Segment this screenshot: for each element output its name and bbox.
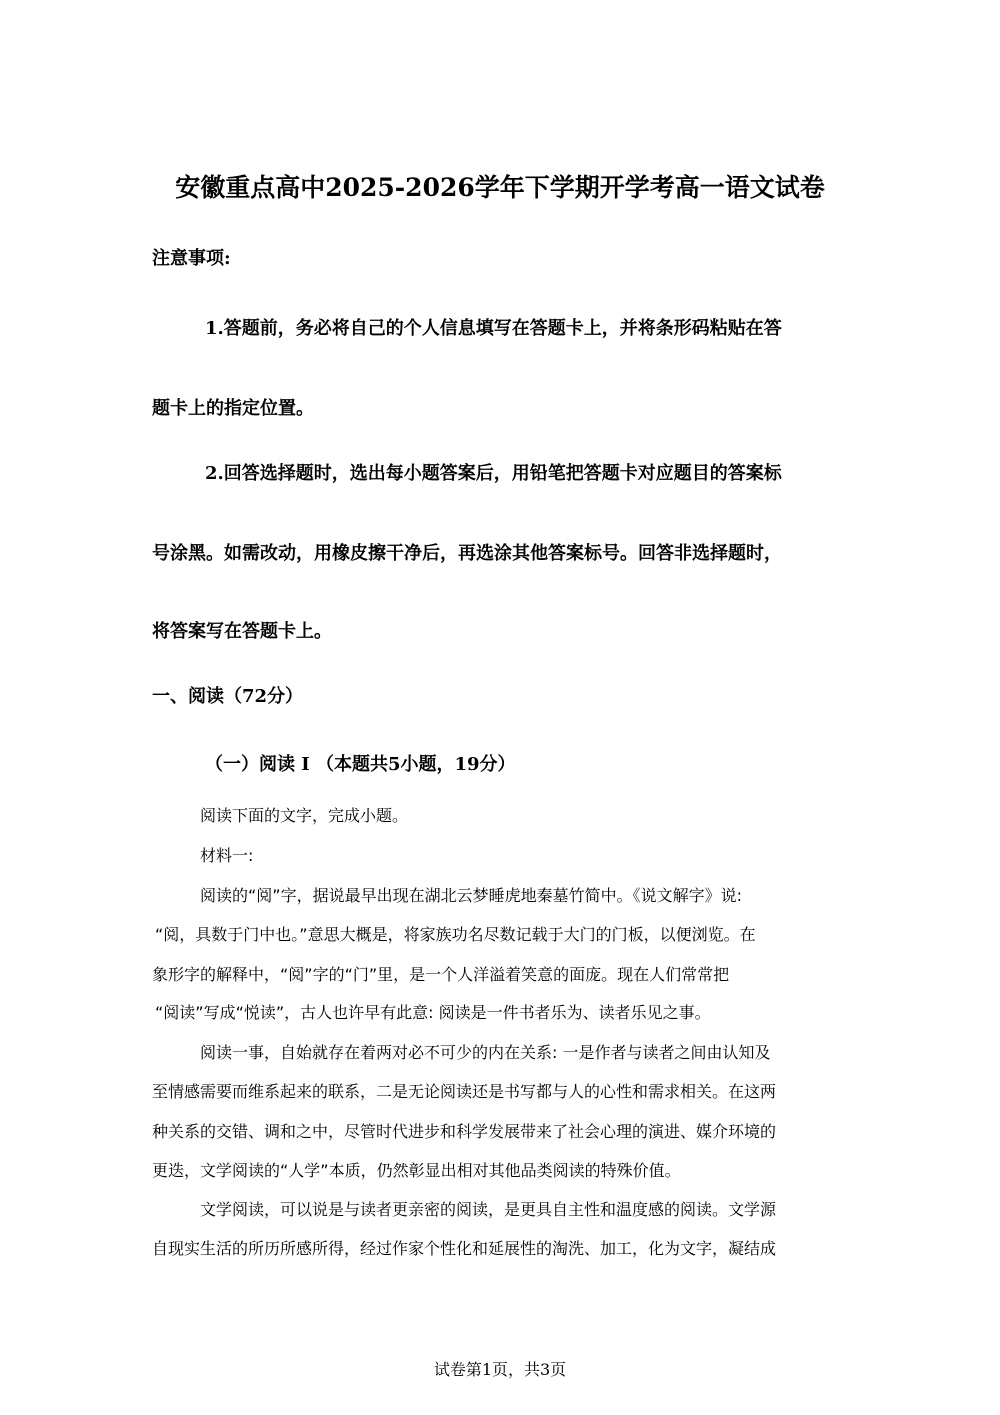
- passage-line: 象形字的解释中，“阅”字的“门”里，是一个人洋溢着笑意的面庞。现在人们常常把: [152, 965, 730, 984]
- passage-line: 更迭，文学阅读的“人学”本质，仍然彰显出相对其他品类阅读的特殊价值。: [152, 1161, 681, 1180]
- notice-item-2-line-2: 号涂黑。如需改动，用橡皮擦干净后，再选涂其他答案标号。回答非选择题时，: [152, 543, 782, 564]
- section-heading: 一、阅读（72分）: [152, 686, 304, 707]
- notice-item-1-line-2: 题卡上的指定位置。: [152, 398, 314, 419]
- page-title: 安徽重点高中2025-2026学年下学期开学考高一语文试卷: [175, 173, 825, 202]
- passage-line: 种关系的交错、调和之中，尽管时代进步和科学发展带来了社会心理的演进、媒介环境的: [152, 1122, 777, 1141]
- notice-item-1-line-1: 1.答题前，务必将自己的个人信息填写在答题卡上，并将条形码粘贴在答: [205, 318, 782, 339]
- passage-line: “阅，具数于门中也。”意思大概是，将家族功名尽数记载于大门的门板，以便浏览。在: [155, 925, 756, 944]
- passage-line: 至情感需要而维系起来的联系，二是无论阅读还是书写都与人的心性和需求相关。在这两: [152, 1082, 777, 1101]
- notice-item-2-line-1: 2.回答选择题时，选出每小题答案后，用铅笔把答题卡对应题目的答案标: [205, 463, 782, 484]
- passage-line: 文学阅读，可以说是与读者更亲密的阅读，是更具自主性和温度感的阅读。文学源: [200, 1200, 777, 1219]
- passage-line: 阅读一事，自始就存在着两对必不可少的内在关系: 一是作者与读者之间由认知及: [200, 1043, 771, 1062]
- notice-heading: 注意事项:: [152, 248, 231, 269]
- passage-line: 阅读下面的文字，完成小题。: [200, 806, 409, 825]
- passage-line: 材料一:: [200, 846, 254, 865]
- passage-line: 阅读的“阅”字，据说最早出现在湖北云梦睡虎地秦墓竹简中。《说文解字》说:: [200, 886, 742, 905]
- passage-line: “阅读”写成“悦读”，古人也许早有此意: 阅读是一件书者乐为、读者乐见之事。: [155, 1003, 711, 1022]
- notice-item-2-line-3: 将答案写在答题卡上。: [152, 621, 332, 642]
- page-footer: 试卷第1页，共3页: [433, 1360, 567, 1379]
- passage-line: 自现实生活的所历所感所得，经过作家个性化和延展性的淘洗、加工，化为文字，凝结成: [152, 1239, 777, 1258]
- subsection-heading: （一）阅读 I （本题共5小题，19分）: [205, 754, 516, 775]
